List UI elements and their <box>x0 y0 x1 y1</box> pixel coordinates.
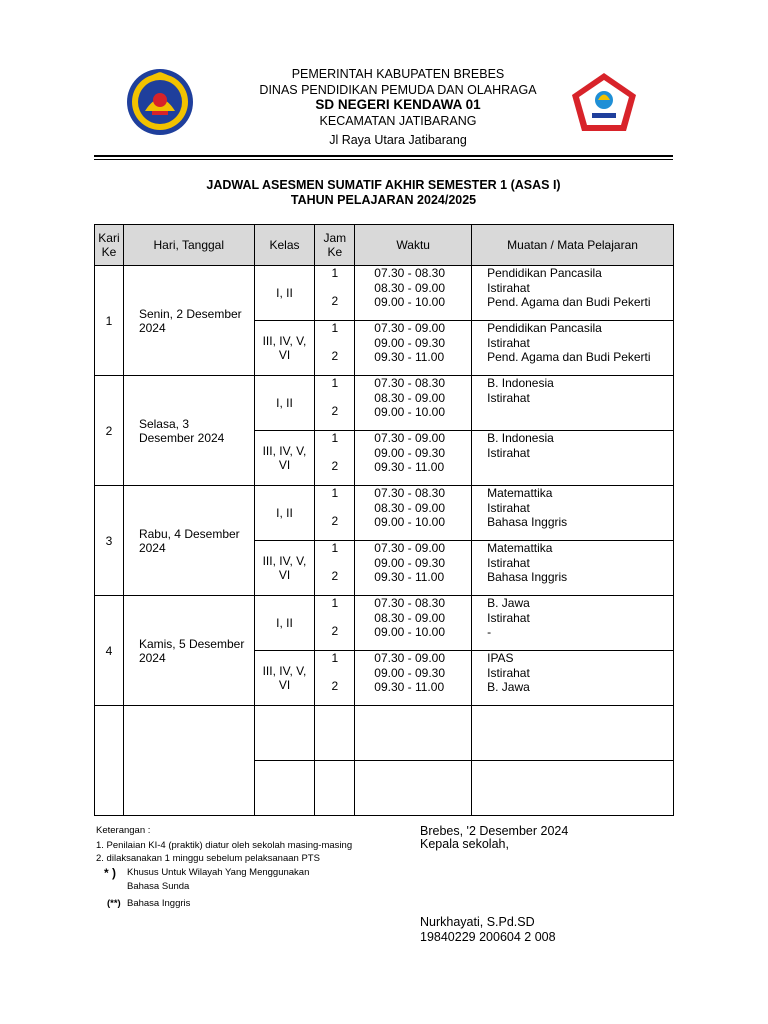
signature-place-date: Brebes, '2 Desember 2024 <box>420 824 569 838</box>
time-cell: 07.30 - 08.30 08.30 - 09.00 09.00 - 10.00 <box>355 486 472 541</box>
empty-cell <box>315 706 355 761</box>
empty-cell <box>254 706 315 761</box>
document-title: JADWAL ASESMEN SUMATIF AKHIR SEMESTER 1 (ASAS I) <box>206 178 561 192</box>
header-day-date: Hari, Tanggal <box>123 225 254 266</box>
table-row <box>95 486 674 541</box>
header-school-name: SD NEGERI KENDAWA 01 <box>315 97 481 112</box>
session-cell: 1 2 <box>315 321 355 376</box>
class-cell: I, II <box>254 596 315 651</box>
time-cell: 07.30 - 09.00 09.00 - 09.30 09.30 - 11.00 <box>355 541 472 596</box>
header-class: Kelas <box>254 225 315 266</box>
session-cell: 1 2 <box>315 486 355 541</box>
subject-cell: Pendidikan Pancasila Istirahat Pend. Agama dan Budi Pekerti <box>472 321 674 376</box>
class-cell: I, II <box>254 486 315 541</box>
note-double-star-text: Bahasa Inggris <box>127 898 191 909</box>
table-header-row <box>95 225 674 266</box>
schedule-table <box>94 224 674 816</box>
regency-logo <box>125 67 195 137</box>
note-star-text: Khusus Untuk Wilayah Yang Menggunakan <box>127 867 310 878</box>
subject-cell: Matemattika Istirahat Bahasa Inggris <box>472 541 674 596</box>
day-date: Senin, 2 Desember 2024 <box>123 266 254 376</box>
session-cell: 1 2 <box>315 431 355 486</box>
table-row <box>95 596 674 651</box>
signature-nip: 19840229 200604 2 008 <box>420 930 556 944</box>
empty-cell <box>95 706 124 816</box>
day-date: Rabu, 4 Desember 2024 <box>123 486 254 596</box>
day-number: 4 <box>95 596 124 706</box>
header-day-number: Kari Ke <box>95 225 124 266</box>
tut-wuri-handayani-logo <box>570 71 638 133</box>
class-cell: I, II <box>254 376 315 431</box>
header-government: PEMERINTAH KABUPATEN BREBES <box>291 67 505 81</box>
empty-cell <box>315 761 355 816</box>
session-cell: 1 2 <box>315 376 355 431</box>
time-cell: 07.30 - 08.30 08.30 - 09.00 09.00 - 10.00 <box>355 266 472 321</box>
note-double-star-mark: (**) <box>107 898 121 909</box>
header-time: Waktu <box>355 225 472 266</box>
header-divider-thick <box>94 155 673 157</box>
document-subtitle: TAHUN PELAJARAN 2024/2025 <box>290 193 477 207</box>
table-row <box>95 376 674 431</box>
class-cell: III, IV, V, VI <box>254 541 315 596</box>
empty-cell <box>123 706 254 816</box>
subject-cell: B. Indonesia Istirahat <box>472 431 674 486</box>
subject-cell: IPAS Istirahat B. Jawa <box>472 651 674 706</box>
time-cell: 07.30 - 08.30 08.30 - 09.00 09.00 - 10.00 <box>355 596 472 651</box>
day-number: 1 <box>95 266 124 376</box>
empty-cell <box>472 706 674 761</box>
day-number: 3 <box>95 486 124 596</box>
header-address: Jl Raya Utara Jatibarang <box>329 133 467 147</box>
header-department: DINAS PENDIDIKAN PEMUDA DAN OLAHRAGA <box>259 83 537 97</box>
note-2: 2. dilaksanakan 1 minggu sebelum pelaksanaan PTS <box>96 853 320 864</box>
empty-cell <box>254 761 315 816</box>
signature-role: Kepala sekolah, <box>420 837 509 851</box>
day-number: 2 <box>95 376 124 486</box>
subject-cell: Matemattika Istirahat Bahasa Inggris <box>472 486 674 541</box>
class-cell: III, IV, V, VI <box>254 651 315 706</box>
empty-cell <box>355 706 472 761</box>
subject-cell: B. Indonesia Istirahat <box>472 376 674 431</box>
note-star-text-2: Bahasa Sunda <box>127 881 190 892</box>
header-district: KECAMATAN JATIBARANG <box>319 114 477 128</box>
time-cell: 07.30 - 09.00 09.00 - 09.30 09.30 - 11.00 <box>355 431 472 486</box>
time-cell: 07.30 - 09.00 09.00 - 09.30 09.30 - 11.00 <box>355 651 472 706</box>
subject-cell: Pendidikan Pancasila Istirahat Pend. Agama dan Budi Pekerti <box>472 266 674 321</box>
header-divider-thin <box>94 159 673 160</box>
empty-cell <box>472 761 674 816</box>
notes-title: Keterangan : <box>96 825 151 836</box>
time-cell: 07.30 - 09.00 09.00 - 09.30 09.30 - 11.00 <box>355 321 472 376</box>
class-cell: III, IV, V, VI <box>254 431 315 486</box>
session-cell: 1 2 <box>315 266 355 321</box>
day-date: Selasa, 3 Desember 2024 <box>123 376 254 486</box>
header-session: Jam Ke <box>315 225 355 266</box>
class-cell: I, II <box>254 266 315 321</box>
day-date: Kamis, 5 Desember 2024 <box>123 596 254 706</box>
note-star-mark: * ) <box>104 866 116 880</box>
table-row <box>95 266 674 321</box>
note-1: 1. Penilaian KI-4 (praktik) diatur oleh sekolah masing-masing <box>96 840 353 851</box>
session-cell: 1 2 <box>315 541 355 596</box>
signature-name: Nurkhayati, S.Pd.SD <box>420 915 535 929</box>
class-cell: III, IV, V, VI <box>254 321 315 376</box>
session-cell: 1 2 <box>315 651 355 706</box>
session-cell: 1 2 <box>315 596 355 651</box>
subject-cell: B. Jawa Istirahat - <box>472 596 674 651</box>
empty-row <box>95 706 674 761</box>
header-subject: Muatan / Mata Pelajaran <box>472 225 674 266</box>
empty-cell <box>355 761 472 816</box>
time-cell: 07.30 - 08.30 08.30 - 09.00 09.00 - 10.00 <box>355 376 472 431</box>
